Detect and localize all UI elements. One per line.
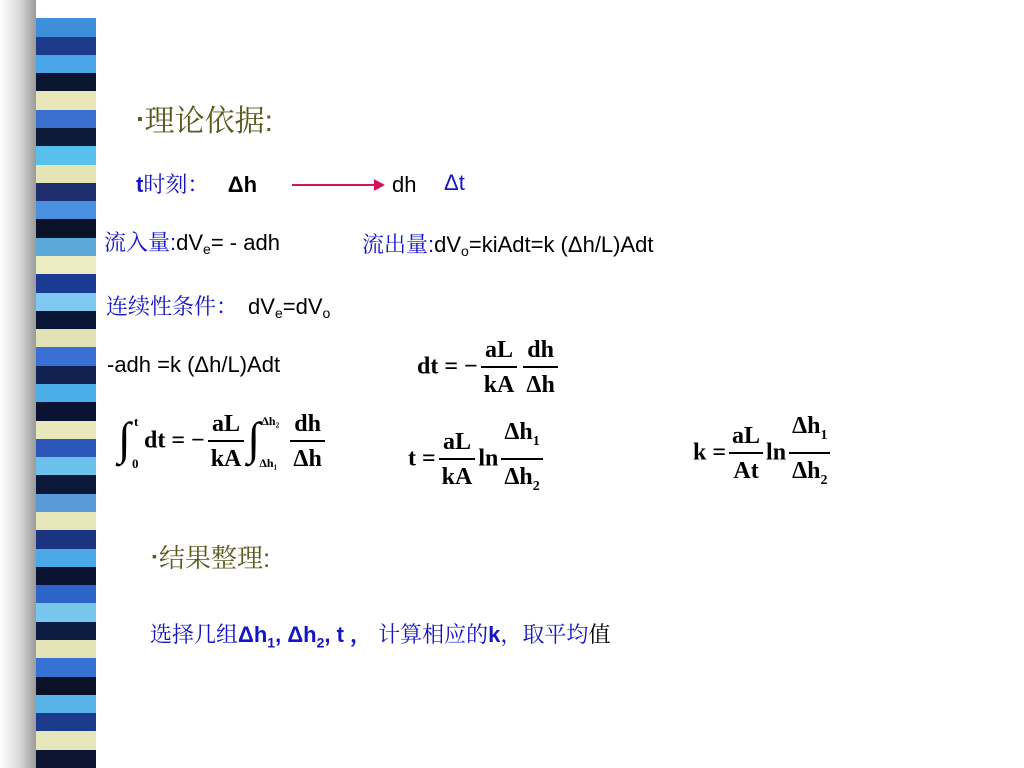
stripe-band	[36, 146, 96, 165]
k-frac-1-num: aL	[729, 422, 763, 454]
stripe-band	[36, 183, 96, 202]
bullet-icon: ▪	[152, 548, 157, 564]
stripe-band	[36, 494, 96, 513]
stripe-band	[36, 622, 96, 641]
t-frac-2-num-sub: 1	[532, 433, 540, 449]
stripe-band	[36, 421, 96, 440]
stripe-band	[36, 73, 96, 92]
stripe-band	[36, 347, 96, 366]
k-frac-2-num-sub: 1	[820, 427, 828, 443]
stripe-band	[36, 274, 96, 293]
result-dh2: Δh	[287, 622, 317, 647]
continuity-a-sub: e	[274, 305, 283, 322]
dt-frac-1-num: aL	[481, 336, 518, 368]
integral-frac-2-den: Δh	[293, 446, 322, 472]
stripe-band	[36, 201, 96, 220]
heading-theory-text: 理论依据:	[144, 105, 274, 138]
t-frac-1-num: aL	[439, 428, 476, 460]
stripe-band	[36, 750, 96, 768]
stripe-band	[36, 439, 96, 458]
stripe-band	[36, 695, 96, 714]
t-frac-1	[439, 428, 476, 492]
k-frac-2-den-pre: Δh	[792, 457, 821, 484]
result-line	[150, 618, 610, 650]
outflow-row	[362, 228, 654, 259]
t-frac-2-den-pre: Δh	[504, 463, 533, 490]
dt-frac-2-num: dh	[523, 336, 557, 368]
dt-lhs: dt = −	[417, 353, 478, 380]
dt-equation	[417, 336, 561, 400]
stripe-band	[36, 55, 96, 74]
result-part2: 计算相应的	[372, 622, 489, 647]
k-ln: ln	[766, 439, 787, 466]
result-sub1: 1	[267, 634, 276, 651]
stripe-band	[36, 91, 96, 110]
stripe-band	[36, 293, 96, 312]
dt-frac-1	[481, 336, 518, 400]
stripe-band	[36, 585, 96, 604]
inflow-row	[104, 226, 280, 257]
continuity-row	[106, 290, 330, 321]
t-frac-2-den-sub: 2	[532, 478, 540, 494]
k-equation	[693, 412, 833, 496]
t-letter: t	[136, 172, 144, 197]
result-dh1: Δh	[238, 622, 268, 647]
k-frac-2-num-pre: Δh	[792, 413, 821, 439]
t-frac-2	[501, 418, 542, 502]
stripe-band	[36, 512, 96, 531]
stripe-shadow	[0, 0, 36, 768]
outflow-expr-pre: dV	[434, 232, 462, 257]
stripe-band	[36, 402, 96, 421]
integral-frac-2	[290, 410, 324, 474]
result-last: 值	[588, 622, 611, 647]
t-ln: ln	[478, 445, 499, 472]
stripe-band	[36, 567, 96, 586]
integral-equation	[118, 410, 328, 474]
stripe-band	[36, 658, 96, 677]
stripe-band	[36, 110, 96, 129]
outflow-expr-sub: o	[461, 243, 469, 260]
integral-frac-2-num: dh	[290, 410, 324, 442]
integral-upper-2: Δh₂	[261, 414, 280, 428]
stripe-band	[36, 677, 96, 696]
inflow-expr-sub: e	[203, 241, 211, 258]
continuity-label: 连续性条件：	[106, 294, 239, 319]
right-arrow-icon	[290, 176, 386, 194]
k-frac-1-den: At	[733, 457, 759, 484]
k-frac-2	[789, 412, 830, 496]
result-mid: , t ，	[324, 622, 373, 647]
stripe-band	[36, 329, 96, 348]
result-comma1: ,	[275, 622, 288, 647]
stripe-decoration	[36, 0, 96, 768]
integral-frac-1-den: kA	[210, 446, 242, 472]
k-frac-2-den	[789, 454, 830, 496]
integral-lower-1: 0	[132, 456, 139, 471]
result-k: k	[488, 622, 501, 647]
delta-t-text: Δt	[444, 170, 465, 195]
k-frac-2-den-sub: 2	[820, 472, 828, 488]
result-part3: ，取平均	[500, 622, 589, 647]
stripe-band	[36, 0, 96, 19]
continuity-eq: =dV	[282, 294, 323, 319]
bullet-icon: ▪	[137, 111, 143, 128]
continuity-a: dV	[248, 294, 275, 319]
t-equation	[408, 418, 546, 502]
dt-frac-2-den: Δh	[526, 372, 555, 398]
stripe-band	[36, 238, 96, 257]
inflow-expr-post: = - adh	[210, 230, 280, 255]
dh-text: dh	[392, 172, 417, 197]
stripe-band	[36, 37, 96, 56]
t-frac-2-den	[501, 460, 542, 502]
stripe-band	[36, 549, 96, 568]
heading-results-text: 结果整理:	[158, 543, 271, 573]
dt-frac-2	[523, 336, 557, 400]
stripe-band	[36, 18, 96, 37]
stripe-band	[36, 640, 96, 659]
stripe-band	[36, 128, 96, 147]
integral-frac-1-num: aL	[208, 410, 245, 442]
outflow-label: 流出量:	[362, 232, 435, 257]
k-frac-2-num	[789, 412, 830, 454]
stripe-band	[36, 311, 96, 330]
stripe-band	[36, 219, 96, 238]
stripe-band	[36, 256, 96, 275]
result-part1: 选择几组	[150, 622, 239, 647]
stripe-band	[36, 731, 96, 750]
stripe-band	[36, 457, 96, 476]
k-lhs: k =	[693, 439, 727, 466]
dt-frac-1-den: kA	[483, 372, 515, 398]
time-label: 时刻：	[143, 172, 210, 197]
stripe-band	[36, 603, 96, 622]
stripe-band	[36, 165, 96, 184]
t-lhs: t =	[408, 445, 436, 472]
delta-h-bold: Δh	[227, 172, 258, 197]
integral-lower-2: Δh₁	[259, 456, 278, 470]
stripe-band	[36, 366, 96, 385]
t-frac-1-den: kA	[441, 463, 473, 490]
integral-upper-1: t	[134, 414, 139, 429]
k-frac-1	[729, 422, 763, 486]
integral-frac-1	[208, 410, 245, 474]
continuity-b-sub: o	[322, 305, 331, 322]
integral-sign-2: ∫ Δh₂ Δh₁	[247, 413, 280, 470]
result-sub2: 2	[316, 634, 325, 651]
t-frac-2-num	[501, 418, 542, 460]
stripe-band	[36, 713, 96, 732]
stripe-band	[36, 475, 96, 494]
balance-equation: -adh =k (Δh/L)Adt	[107, 352, 281, 377]
outflow-expr-post: =kiAdt=k (Δh/L)Adt	[468, 232, 654, 257]
integral-sign-1: ∫ t 0	[118, 413, 139, 471]
heading-theory	[137, 96, 273, 140]
inflow-label: 流入量:	[104, 230, 177, 255]
inflow-expr-pre: dV	[176, 230, 204, 255]
integral-integrand: dt = −	[144, 427, 205, 454]
t-frac-2-num-pre: Δh	[504, 419, 533, 445]
heading-results	[152, 538, 270, 575]
stripe-band	[36, 384, 96, 403]
time-line	[136, 168, 257, 199]
stripe-band	[36, 530, 96, 549]
